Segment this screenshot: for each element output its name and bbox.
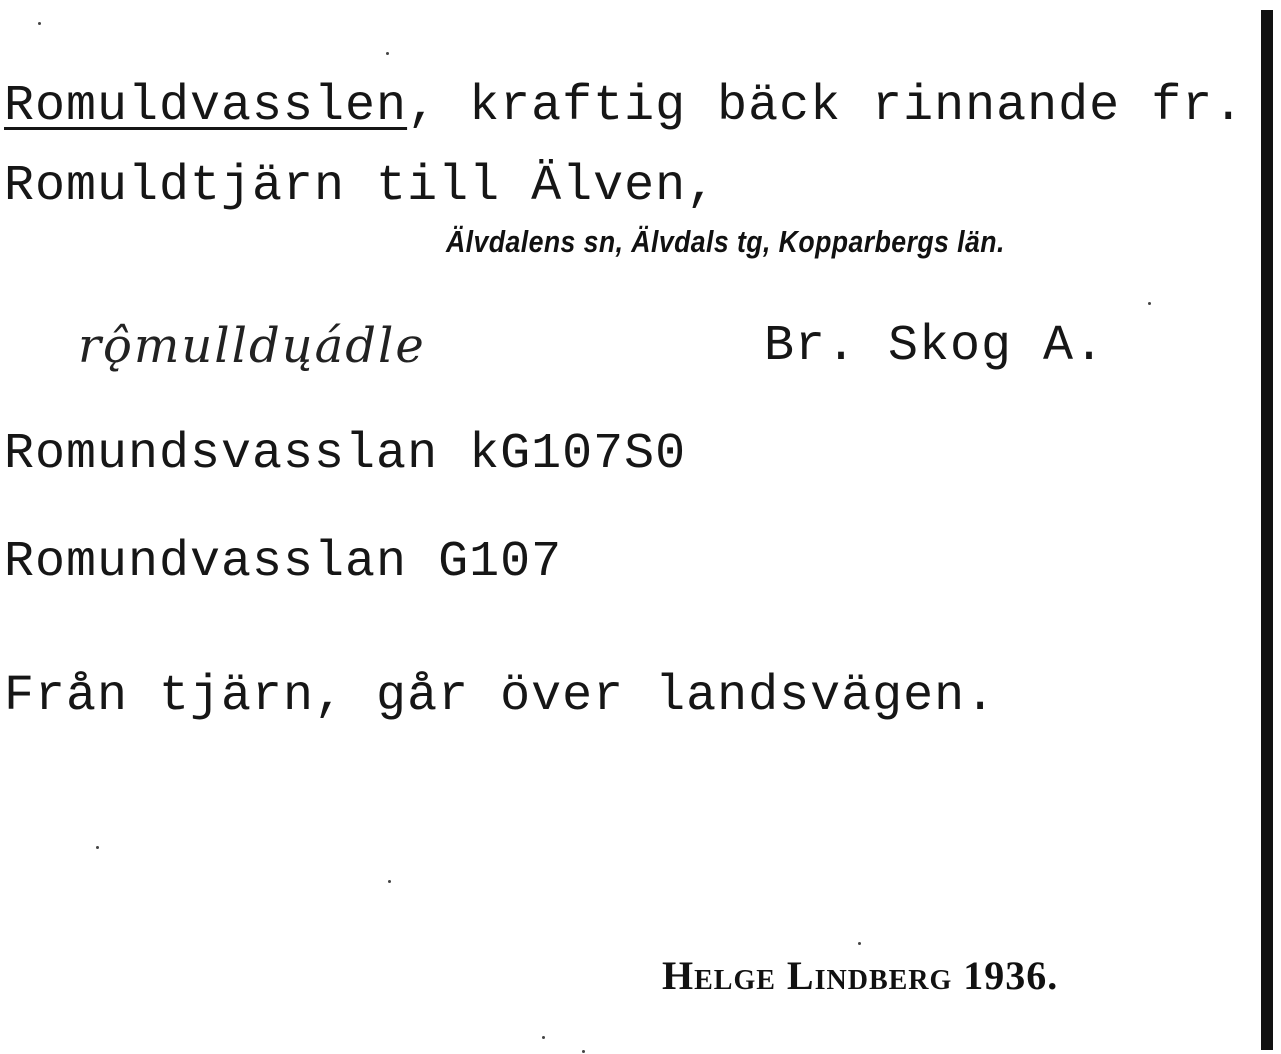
speck: [96, 846, 99, 849]
phonetic-transcription: rǫ̂mulldųádle: [78, 318, 426, 374]
speck: [858, 942, 861, 945]
headword: Romuldvasslen: [4, 78, 408, 135]
recorded-form-1: Romundsvasslan kG107S0: [4, 426, 687, 483]
card-line-2: Romuldtjärn till Älven,: [4, 158, 718, 215]
speck: [542, 1036, 545, 1039]
card-right-edge: [1261, 10, 1273, 1050]
speck: [38, 22, 41, 25]
speck: [386, 52, 389, 55]
note-line: Från tjärn, går över landsvägen.: [4, 668, 997, 725]
headword-description: , kraftig bäck rinnande fr.: [407, 78, 1245, 135]
signature-name: Helge Lindberg: [662, 953, 953, 998]
signature-stamp: [662, 953, 1059, 998]
speck: [388, 880, 391, 883]
location-stamp: Älvdalens sn, Älvdals tg, Kopparbergs län.: [446, 224, 1005, 259]
speck: [1148, 302, 1151, 305]
speck: [582, 1050, 585, 1053]
recorded-form-2: Romundvasslan G107: [4, 534, 563, 591]
card-line-1: [4, 78, 1245, 135]
signature-year: 1936.: [963, 953, 1059, 998]
source-reference: Br. Skog A.: [764, 318, 1106, 375]
